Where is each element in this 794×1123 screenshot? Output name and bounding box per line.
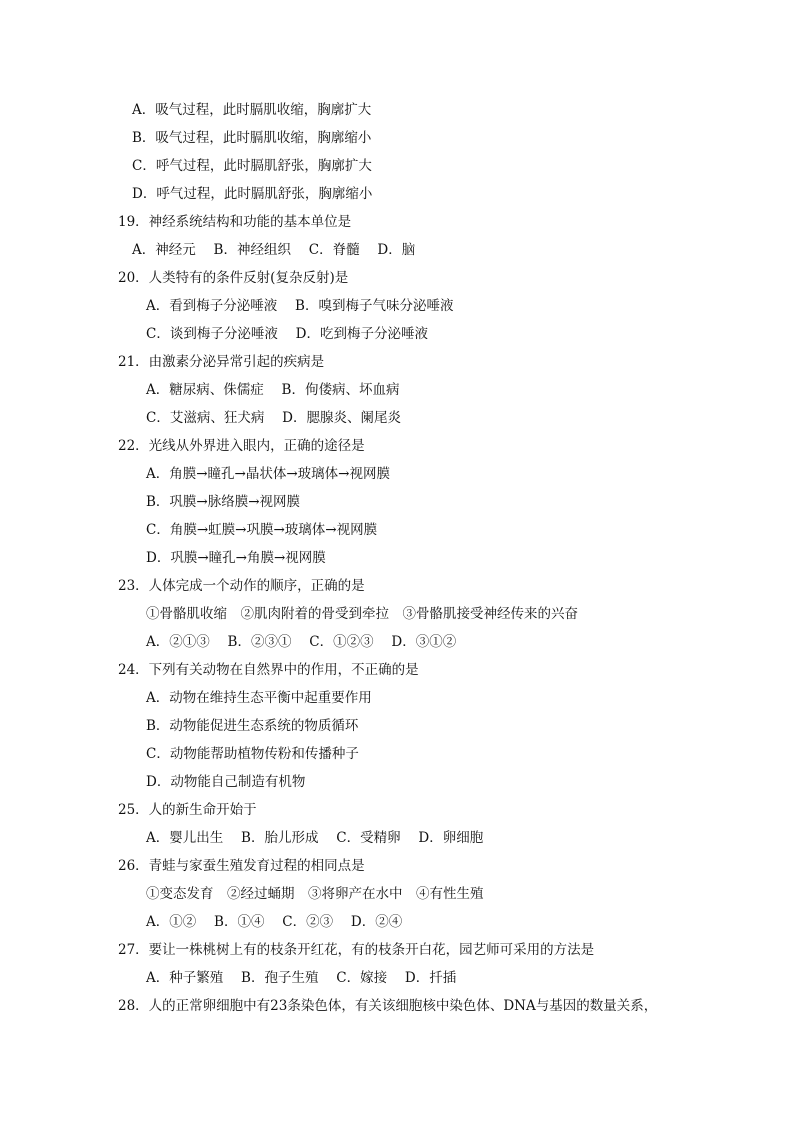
q26-stem: 26．青蛙与家蚕生殖发育过程的相同点是 [118, 858, 365, 874]
q26-options: A．①② B．①④ C．②③ D．②④ [146, 914, 403, 930]
q21-stem: 21．由激素分泌异常引起的疾病是 [118, 354, 325, 370]
q27-options: A．种子繁殖 B．孢子生殖 C．嫁接 D．扦插 [146, 970, 457, 986]
q24-option-a: A．动物在维持生态平衡中起重要作用 [146, 690, 372, 706]
q18-option-b: B．吸气过程，此时膈肌收缩，胸廓缩小 [132, 130, 372, 146]
q23-options: A．②①③ B．②③① C．①②③ D．③①② [146, 634, 457, 650]
q28-stem: 28．人的正常卵细胞中有23条染色体，有关该细胞核中染色体、DNA与基因的数量关系， [118, 998, 658, 1014]
q23-stem: 23．人体完成一个动作的顺序，正确的是 [118, 578, 365, 594]
q26-items: ①变态发育 ②经过蛹期 ③将卵产在水中 ④有性生殖 [146, 886, 484, 902]
q22-option-a: A．角膜→瞳孔→晶状体→玻璃体→视网膜 [146, 466, 390, 482]
q22-option-d: D．巩膜→瞳孔→角膜→视网膜 [146, 550, 326, 566]
q24-option-c: C．动物能帮助植物传粉和传播种子 [146, 746, 359, 762]
q18-option-c: C．呼气过程，此时膈肌舒张，胸廓扩大 [132, 158, 372, 174]
q22-option-b: B．巩膜→脉络膜→视网膜 [146, 494, 301, 510]
q25-stem: 25．人的新生命开始于 [118, 802, 257, 818]
q24-option-b: B．动物能促进生态系统的物质循环 [146, 718, 359, 734]
q22-option-c: C．角膜→虹膜→巩膜→玻璃体→视网膜 [146, 522, 378, 538]
q21-options-line1: A．糖尿病、侏儒症 B．佝偻病、坏血病 [146, 382, 400, 398]
q19-stem: 19．神经系统结构和功能的基本单位是 [118, 214, 352, 230]
q19-options: A．神经元 B．神经组织 C．脊髓 D．脑 [132, 242, 416, 258]
q24-option-d: D．动物能自己制造有机物 [146, 774, 306, 790]
q22-stem: 22．光线从外界进入眼内，正确的途径是 [118, 438, 365, 454]
q21-options-line2: C．艾滋病、狂犬病 D．腮腺炎、阑尾炎 [146, 410, 401, 426]
q24-stem: 24．下列有关动物在自然界中的作用，不正确的是 [118, 662, 419, 678]
q20-stem: 20．人类特有的条件反射(复杂反射)是 [118, 270, 349, 286]
q20-options-line1: A．看到梅子分泌唾液 B．嗅到梅子气味分泌唾液 [146, 298, 454, 314]
q18-option-a: A．吸气过程，此时膈肌收缩，胸廓扩大 [132, 102, 372, 118]
q18-option-d: D．呼气过程，此时膈肌舒张，胸廓缩小 [132, 186, 373, 202]
q20-options-line2: C．谈到梅子分泌唾液 D．吃到梅子分泌唾液 [146, 326, 428, 342]
q25-options: A．婴儿出生 B．胎儿形成 C．受精卵 D．卵细胞 [146, 830, 484, 846]
q27-stem: 27．要让一株桃树上有的枝条开红花，有的枝条开白花，园艺师可采用的方法是 [118, 942, 595, 958]
q23-items: ①骨骼肌收缩 ②肌肉附着的骨受到牵拉 ③骨骼肌接受神经传来的兴奋 [146, 606, 578, 622]
